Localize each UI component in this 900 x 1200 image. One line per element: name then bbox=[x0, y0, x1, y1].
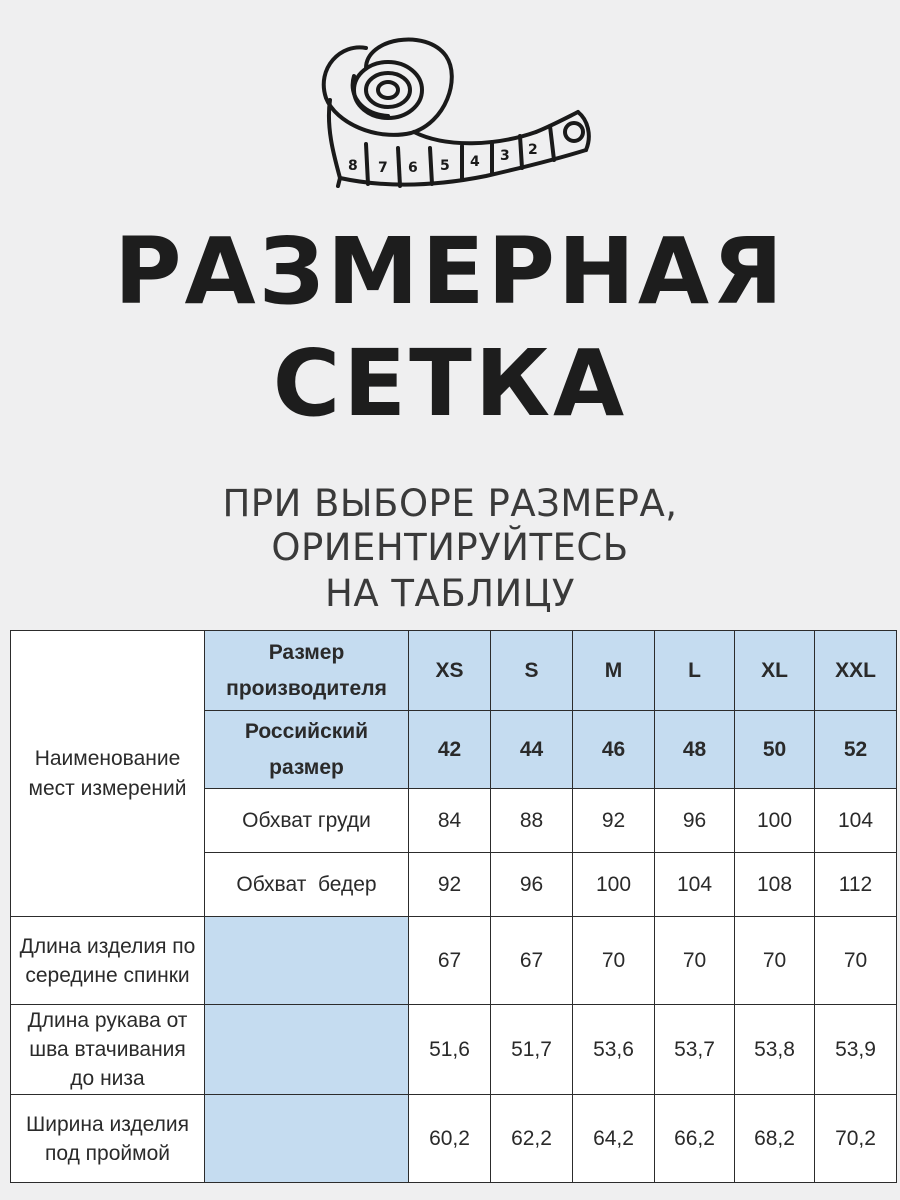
page-title-line-2: СЕТКА bbox=[272, 330, 628, 437]
value-cell: 51,7 bbox=[491, 1005, 573, 1095]
value-cell: 96 bbox=[655, 789, 735, 853]
value-cell: 66,2 bbox=[655, 1095, 735, 1183]
value-cell: 96 bbox=[491, 853, 573, 917]
measurement-label: Длина изделия по середине спинки bbox=[11, 917, 205, 1005]
measurement-label: Длина рукава от шва втачивания до низа bbox=[11, 1005, 205, 1095]
subtitle-line-3: НА ТАБЛИЦУ bbox=[325, 572, 575, 615]
size-cell: 48 bbox=[655, 711, 735, 789]
value-cell: 64,2 bbox=[573, 1095, 655, 1183]
value-cell: 70 bbox=[815, 917, 897, 1005]
manufacturer-size-label: Размер производителя bbox=[205, 631, 409, 711]
size-cell: 44 bbox=[491, 711, 573, 789]
value-cell: 53,9 bbox=[815, 1005, 897, 1095]
value-cell: 67 bbox=[491, 917, 573, 1005]
value-cell: 70 bbox=[655, 917, 735, 1005]
value-cell: 100 bbox=[735, 789, 815, 853]
value-cell: 60,2 bbox=[409, 1095, 491, 1183]
value-cell: 53,7 bbox=[655, 1005, 735, 1095]
empty-cell bbox=[205, 1005, 409, 1095]
svg-text:7: 7 bbox=[378, 160, 388, 176]
value-cell: 88 bbox=[491, 789, 573, 853]
value-cell: 100 bbox=[573, 853, 655, 917]
value-cell: 104 bbox=[815, 789, 897, 853]
value-cell: 112 bbox=[815, 853, 897, 917]
value-cell: 70 bbox=[735, 917, 815, 1005]
size-cell: 46 bbox=[573, 711, 655, 789]
value-cell: 70 bbox=[573, 917, 655, 1005]
subtitle-line-2: ОРИЕНТИРУЙТЕСЬ bbox=[271, 526, 629, 569]
svg-text:8: 8 bbox=[348, 158, 358, 174]
size-cell: XXL bbox=[815, 631, 897, 711]
size-cell: XS bbox=[409, 631, 491, 711]
value-cell: 53,8 bbox=[735, 1005, 815, 1095]
table-row bbox=[11, 1095, 897, 1183]
measuring-tape-icon bbox=[296, 28, 596, 198]
value-cell: 51,6 bbox=[409, 1005, 491, 1095]
size-cell: M bbox=[573, 631, 655, 711]
subtitle-line-1: ПРИ ВЫБОРЕ РАЗМЕРА, bbox=[222, 482, 678, 525]
size-cell: 50 bbox=[735, 711, 815, 789]
measurement-names-label: Наименование мест измерений bbox=[11, 631, 205, 917]
table-row bbox=[11, 917, 897, 1005]
page-title-line-1: РАЗМЕРНАЯ bbox=[114, 218, 786, 325]
russian-size-label: Российский размер bbox=[205, 711, 409, 789]
value-cell: 67 bbox=[409, 917, 491, 1005]
size-chart-table bbox=[10, 630, 897, 1183]
value-cell: 68,2 bbox=[735, 1095, 815, 1183]
empty-cell bbox=[205, 917, 409, 1005]
table-row bbox=[11, 1005, 897, 1095]
value-cell: 84 bbox=[409, 789, 491, 853]
size-cell: 42 bbox=[409, 711, 491, 789]
svg-text:6: 6 bbox=[408, 160, 418, 176]
size-cell: XL bbox=[735, 631, 815, 711]
empty-cell bbox=[205, 1095, 409, 1183]
value-cell: 92 bbox=[409, 853, 491, 917]
value-cell: 108 bbox=[735, 853, 815, 917]
value-cell: 62,2 bbox=[491, 1095, 573, 1183]
value-cell: 53,6 bbox=[573, 1005, 655, 1095]
value-cell: 104 bbox=[655, 853, 735, 917]
manufacturer-size-row bbox=[11, 631, 897, 711]
measurement-label: Обхват бедер bbox=[205, 853, 409, 917]
svg-text:3: 3 bbox=[500, 148, 510, 164]
measurement-label: Обхват груди bbox=[205, 789, 409, 853]
value-cell: 92 bbox=[573, 789, 655, 853]
value-cell: 70,2 bbox=[815, 1095, 897, 1183]
size-cell: S bbox=[491, 631, 573, 711]
svg-text:5: 5 bbox=[440, 158, 450, 174]
svg-text:4: 4 bbox=[470, 154, 480, 170]
size-cell: L bbox=[655, 631, 735, 711]
measurement-label: Ширина изделия под проймой bbox=[11, 1095, 205, 1183]
svg-text:2: 2 bbox=[528, 142, 538, 158]
size-cell: 52 bbox=[815, 711, 897, 789]
